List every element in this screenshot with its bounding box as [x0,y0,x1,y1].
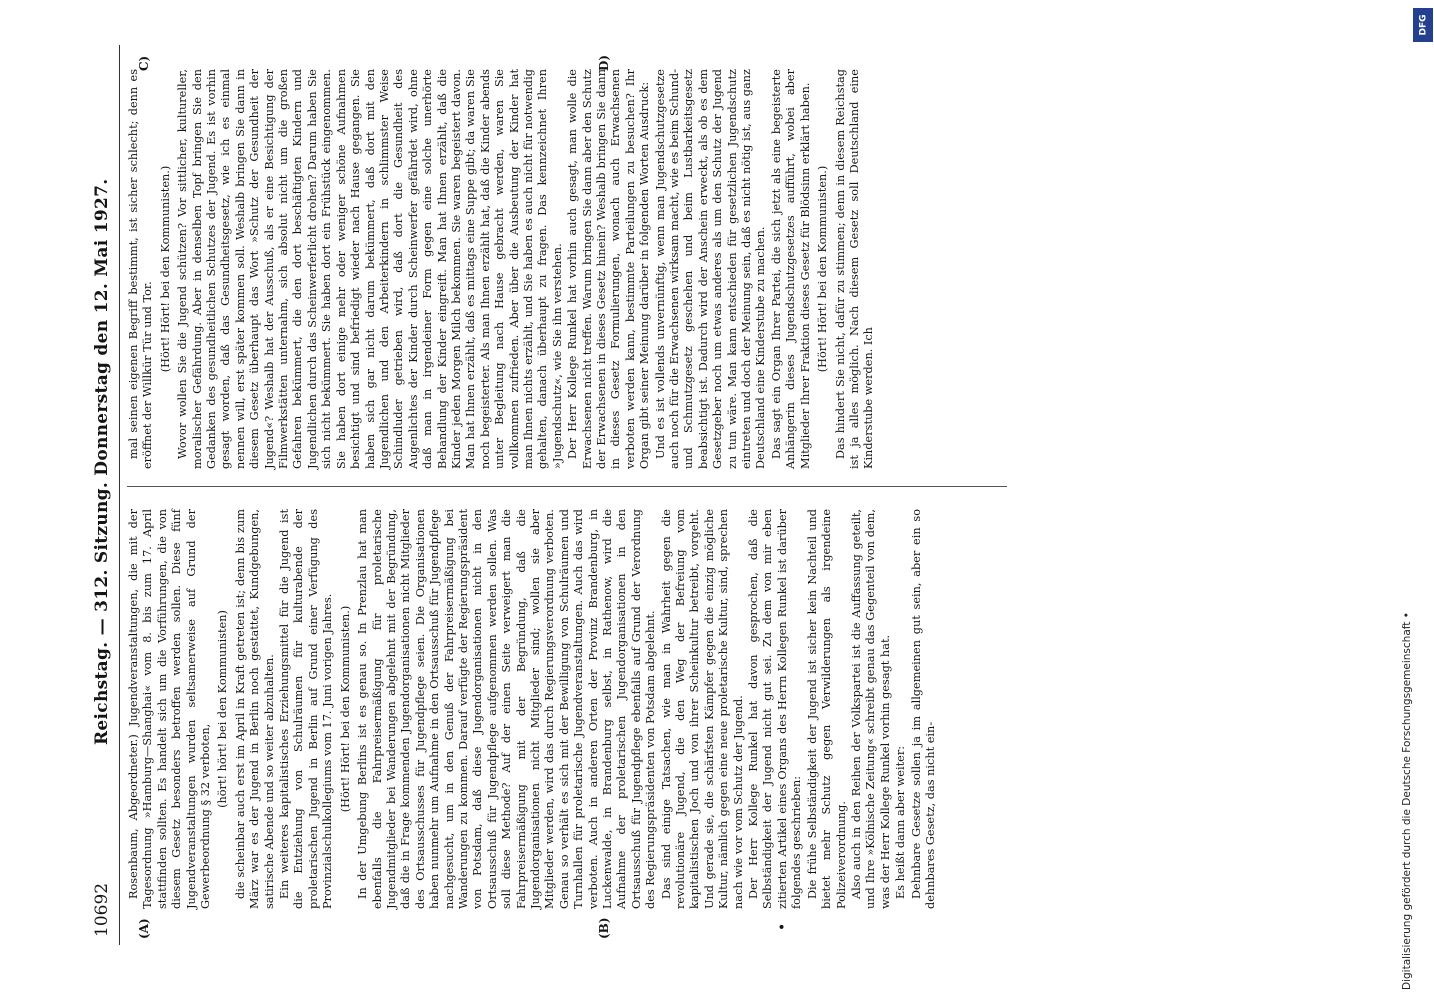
page-number: 10692 [92,882,112,937]
paragraph: Das sind einige Tatsachen, wie man in Wahrheit gegen die revolutionäre Jugend, die den Weg der Befreiung vom kapitalistischen Joch und von ihrer Scheinkultur betreibt, vorgeht. Und gerade sie, die schärfsten Kämpfer gegen die einzig mögliche Kultur, nämlich gegen eine neue proletarische Kultur, sind, sprechen nach wie vor vom Schutz der Jugend. [659,509,745,909]
paragraph: Ein weiteres kapitalistisches Erziehungsmittel für die Jugend ist die Entziehung von Schulräumen für kulturabende der proletarischen Jugend in Berlin auf Grund einer Verfügung des Provinzialschulkollegiums vom 17. Juni vorigen Jahres. [278,509,335,909]
paragraph: Das sagt ein Organ Ihrer Partei, die sich jetzt als eine begeisterte Anhängerin dieses Jugendschutzgesetzes aufführt, wobei aber Mitglieder Ihrer Fraktion dieses Gesetz für Blödsinn erklärt haben. [769,69,812,469]
interjection: (hört! hört! bei den Kommunisten) [216,610,230,808]
paragraph: Wovor wollen Sie die Jugend schützen? Vor sittlicher, kultureller, moralischer Gefährdung. Aber in denselben Topf bringen Sie den Gedanken des gesundheitlichen Schutzes der Jugend. Es ist vorhin gesagt worden, daß das Gesundheitsgesetz, wie ich es einmal nennen will, erst später kommen soll. Weshalb bringen Sie dann in diesem Gesetz überhaupt das Wort »Schutz der Gesundheit der Jugend«? Weshalb hat der Ausschuß, als er eine Besichtigung der Filmwerkstätten unternahm, sich absolut nicht um die großen Gefahren bekümmert, die den dort beschäftigten Kindern und Jugendlichen durch das Scheinwerferlicht drohen? Darum haben Sie sich nicht bekümmert. Sie haben dort ein Frühstück eingenommen. Sie haben dort einige mehr oder weniger schöne Aufnahmen besichtigt und sind befriedigt wieder nach Hause gegangen. Sie haben sich gar nicht darum bekümmert, daß dort mit den Jugendlichen und den Arbeiterkindern in schlimmster Weise Schindluder getrieben wird, daß dort die Gesundheit des Augenlichtes der Kinder durch Scheinwerfer gefährdet wird, ohne daß man in irgendeiner Form gegen eine solche unerhörte Behandlung der Kinder eingreift. Man hat Ihnen erzählt, daß die Kinder jeden Morgen Milch bekommen. Sie waren begeistert davon. Man hat Ihnen erzählt, daß es mittags eine Suppe gibt; da waren Sie noch begeisterter. Als man Ihnen erzählt hat, daß die Kinder abends unter Begleitung nach Hause gebracht werden, waren Sie vollkommen zufrieden. Aber über die Ausbeutung der Kinder hat man Ihnen nichts erzählt, und Sie haben es auch nicht für notwendig gehalten, danach überhaupt zu fragen. Das kennzeichnet Ihren »Jugendschutz«, wie Sie ihn verstehen. [176,69,564,469]
margin-marker-c: C) [137,55,151,71]
paragraph: Also auch in den Reihen der Volkspartei ist die Auffassung geteilt, und Ihre »Kölnische Zeitung« schreibt genau das Gegenteil von dem, was der Herr Kollege Runkel vorhin gesagt hat. [849,509,892,909]
left-column [127,509,939,909]
quotation: Die frühe Selbständigkeit der Jugend ist sicher kein Nachteil und bietet mehr Schutz gegen Verwilderungen als irgendeine Polizeiverordnung. [805,509,848,909]
margin-marker-a: (A) [137,918,151,939]
margin-marker-d: D) [597,54,611,71]
paragraph: die scheinbar auch erst im April in Kraft getreten ist; denn bis zum März war es der Jugend in Berlin noch gestattet, Kundgebungen, satirische Abende und so weiter abzuhalten. [233,509,276,909]
paragraph: Es heißt dann aber weiter: [894,745,908,899]
page-header [85,45,120,945]
interjection: (Hört! Hört! bei den Kommunisten.) [158,165,172,373]
dfg-logo: DFG [1413,8,1433,42]
paragraph: Das hindert Sie nicht, dafür zu stimmen; denn in diesem Reichstag ist ja alles möglich. Nach diesem Gesetz soll Deutschland eine Kinderstube werden. Ich [833,69,876,469]
quotation: Und es ist vollends unvernünftig, wenn man Jugendschutzgesetze auch noch für die Erwachsenen wirksam macht, wie es beim Schund- und Schmutzgesetz geschehen und beim Lustbarkeitsgesetz beabsichtigt ist. Dadurch wird der Anschein erweckt, als ob es dem Gesetzgeber noch um etwas anderes als um den Schutz der Jugend zu tun wäre. Man kann entschieden für gesetzlichen Jugendschutz eintreten und doch der Meinung sein, daß es nicht nötig ist, aus ganz Deutschland eine Kinderstube zu machen. [653,69,768,469]
paragraph: Rosenbaum, Abgeordneter.) Jugendveranstaltungen, die mit der Tagesordnung »Hamburg—Shanghai« vom 8. bis zum 17. April stattfinden sollten. Es handelt sich um die Vorführungen, die von diesem Gesetz besonders betroffen werden sollen. Diese fünf Jugendveranstaltungen wurden seltsamerweise auf Grund der Gewerbeordnung § 32 verboten, [127,509,213,909]
header-title: Reichstag. — 312. Sitzung. Donnerstag den 12. Mai 1927. [92,178,112,745]
right-column [127,69,878,469]
quotation: Dehnbare Gesetze sollen ja im allgemeinen gut sein, aber ein so dehnbares Gesetz, das nicht ein- [909,509,937,909]
interjection: (Hört! Hört! bei den Kommunisten.) [816,165,830,373]
paragraph: Der Herr Kollege Runkel hat vorhin auch gesagt, man wolle die Erwachsenen nicht treffen. Warum bringen Sie dann aber den Schutz der Erwachsenen in dieses Gesetz hinein? Weshalb bringen Sie dann in dieses Gesetz Formulierungen, wonach auch Erwachsenen verboten werden kann, bestimmte Parteilungen zu besuchen? Ihr Organ gibt seiner Meinung darüber in folgenden Worten Ausdruck: [566,69,652,469]
paragraph: Der Herr Kollege Runkel hat davon gesprochen, daß die Selbständigkeit der Jugend nicht gut sei. Zu dem von mir eben zitierten Artikel eines Organs des Herrn Kollegen Runkel ist darüber folgendes geschrieben: [747,509,804,909]
margin-dot: • [775,922,791,931]
interjection: (Hört! Hört! bei den Kommunisten.) [338,605,352,813]
quotation: mal seinen eigenen Begriff bestimmt, ist sicher schlecht; denn es eröffnet der Willkür Tür und Tor. [127,69,155,469]
column-divider [127,486,1007,487]
rotated-page-content [85,45,1415,945]
margin-marker-b: (B) [597,917,611,939]
digitization-credit: Digitalisierung gefördert durch die Deutsche Forschungsgemeinschaft • [1401,612,1413,990]
paragraph: In der Umgebung Berlins ist es genau so. In Prenzlau hat man ebenfalls die Fahrpreisermäßigung für proletarische Jugendmitglieder bei Wanderungen abgelehnt mit der Begründung, daß die in Frage kommenden Jugendorganisationen nicht Mitglieder des Ortsausschusses für Jugendpflege seien. Die Organisationen haben nunmehr um Aufnahme in den Ortsausschuß für Jugendpflege nachgesucht, um in den Genuß der Fahrpreisermäßigung bei Wanderungen zu kommen. Darauf verfügte der Regierungspräsident von Potsdam, daß diese Jugendorganisationen nicht in den Ortsausschuß für Jugendpflege aufgenommen werden sollen. Was soll diese Methode? Auf der einen Seite verweigert man die Fahrpreisermäßigung mit der Begründung, daß die Jugendorganisationen nicht Mitglieder sind; wollen sie aber Mitglieder werden, wird das durch Regierungsverordnung verboten. Genau so verhält es sich mit der Bewilligung von Schulräumen und Turnhallen für proletarische Jugendveranstaltungen. Auch das wird verboten. Auch in anderen Orten der Provinz Brandenburg, in Luckenwalde, in Brandenburg selbst, in Rathenow, wird die Aufnahme der proletarischen Jugendorganisationen in den Ortsausschuß für Jugendpflege ebenfalls auf Grund der Verordnung des Regierungspräsidenten von Potsdam abgelehnt. [356,509,658,909]
